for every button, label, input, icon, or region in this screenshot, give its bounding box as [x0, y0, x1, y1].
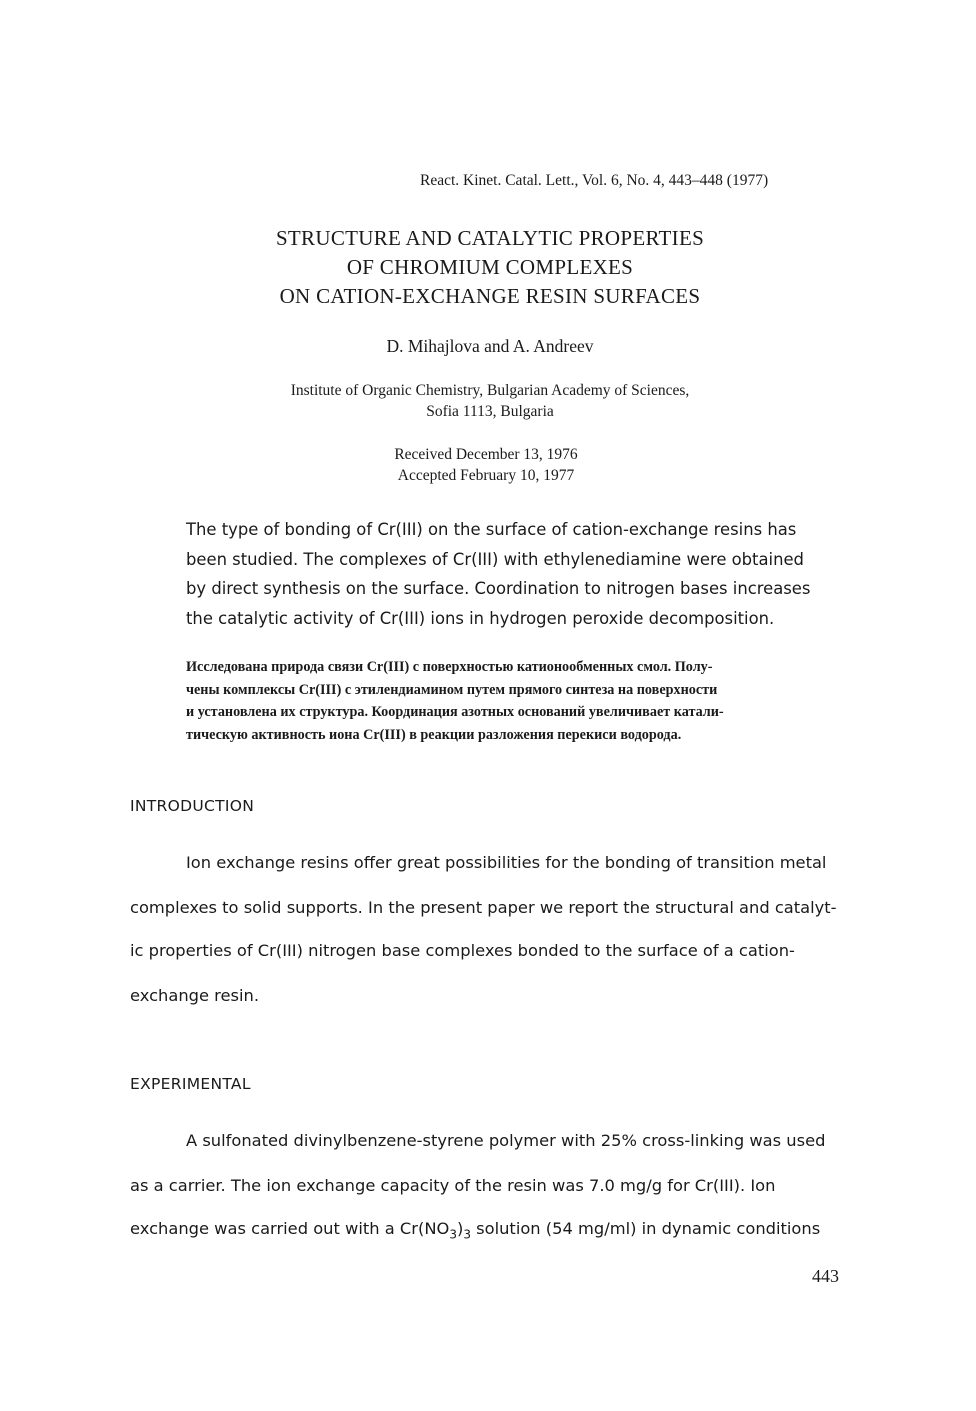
exp-line: as a carrier. The ion exchange capacity of the resin was 7.0 mg/g for Cr(III). Ion: [130, 1176, 776, 1195]
subscript: 3: [463, 1227, 471, 1242]
exp-line: [130, 1219, 820, 1241]
abstract-ru-line: чены комплексы Cr(III) с этилендиамином путем прямого синтеза на поверхности: [186, 681, 718, 698]
abstract-english: [186, 515, 866, 633]
exp-line3-mid: ): [456, 1219, 464, 1238]
dates: [180, 444, 792, 486]
abstract-russian: [186, 656, 866, 746]
page-number: 443: [812, 1266, 839, 1286]
abstract-line: by direct synthesis on the surface. Coordination to nitrogen bases increases: [186, 579, 811, 598]
authors: D. Mihajlova and A. Andreev: [386, 336, 594, 356]
affiliation: [180, 380, 800, 422]
abstract-ru-line: Исследована природа связи Cr(III) с поверхностью катионообменных смол. Полу-: [186, 659, 713, 675]
title-line: OF CHROMIUM COMPLEXES: [346, 255, 634, 279]
exp-line3-pre: exchange was carried out with a Cr(NO: [130, 1219, 450, 1238]
abstract-ru-line: тическую активность иона Cr(III) в реакции разложения перекиси водорода.: [186, 726, 682, 743]
abstract-line: been studied. The complexes of Cr(III) with ethylenediamine were obtained: [186, 549, 804, 569]
paper-title: [180, 224, 800, 311]
title-line: ON CATION-EXCHANGE RESIN SURFACES: [279, 284, 701, 308]
intro-line: ic properties of Cr(III) nitrogen base complexes bonded to the surface of a cation-: [130, 941, 795, 960]
abstract-line: the catalytic activity of Cr(III) ions in hydrogen peroxide decomposition.: [186, 608, 775, 628]
intro-line: Ion exchange resins offer great possibilities for the bonding of transition metal: [186, 853, 827, 872]
experimental-heading: EXPERIMENTAL: [130, 1075, 251, 1093]
accepted-date: Accepted February 10, 1977: [397, 467, 575, 484]
title-line: STRUCTURE AND CATALYTIC PROPERTIES: [275, 226, 705, 250]
subscript: 3: [449, 1227, 457, 1242]
introduction-heading: INTRODUCTION: [130, 797, 255, 815]
abstract-line: The type of bonding of Cr(III) on the surface of cation-exchange resins has: [186, 520, 797, 539]
intro-line: exchange resin.: [130, 986, 260, 1005]
affiliation-line: Sofia 1113, Bulgaria: [426, 403, 554, 420]
affiliation-line: Institute of Organic Chemistry, Bulgarian Academy of Sciences,: [290, 382, 690, 399]
exp-line3-post: solution (54 mg/ml) in dynamic conditions: [470, 1219, 821, 1238]
journal-reference: React. Kinet. Catal. Lett., Vol. 6, No. 4, 443–448 (1977): [420, 172, 769, 189]
exp-line: A sulfonated divinylbenzene-styrene polymer with 25% cross-linking was used: [186, 1131, 826, 1150]
intro-line: complexes to solid supports. In the present paper we report the structural and catalyt-: [130, 898, 837, 917]
abstract-ru-line: и установлена их структура. Координация азотных оснований увеличивает катали-: [186, 704, 724, 720]
received-date: Received December 13, 1976: [394, 446, 578, 463]
